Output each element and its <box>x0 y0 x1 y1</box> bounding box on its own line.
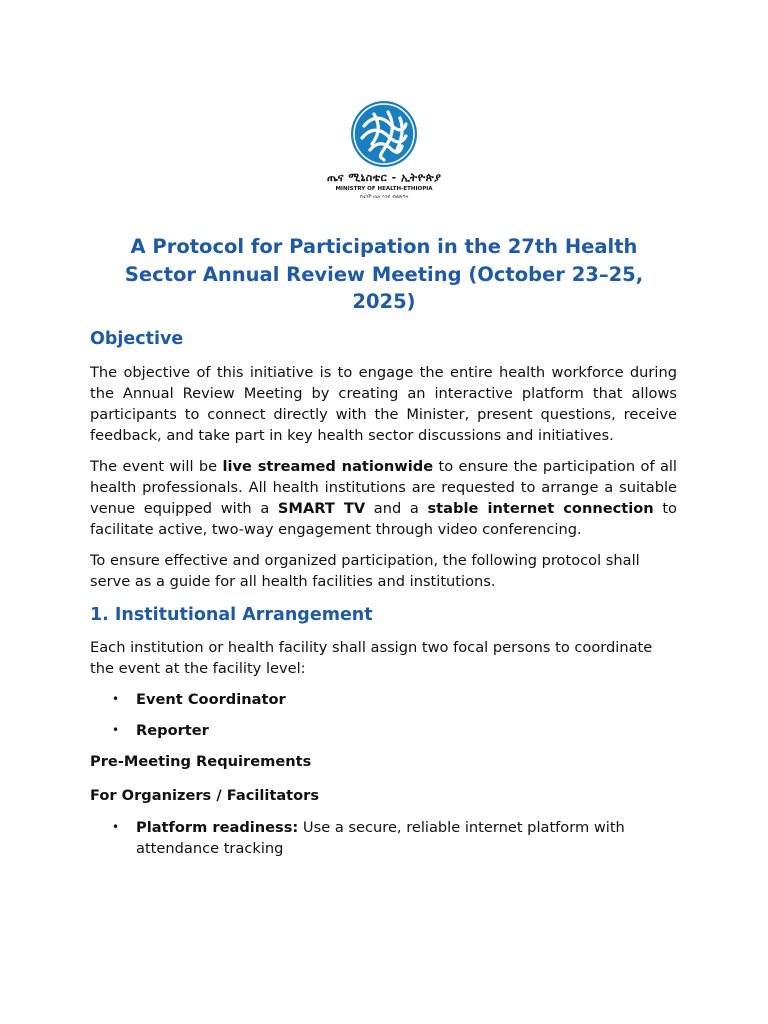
section-1-heading: 1. Institutional Arrangement <box>90 605 373 625</box>
logo-amharic-name: ጤና ሚኒስቴር - ኢትዮጵያ <box>327 171 442 184</box>
objective-heading: Objective <box>90 329 184 349</box>
p2-text-g: to facilitate active, two-way engagement through video conferencing. <box>90 500 677 538</box>
list-item <box>90 817 677 859</box>
objective-paragraph-2 <box>90 456 677 540</box>
role-reporter: Reporter <box>136 722 209 739</box>
platform-readiness-text: Use a secure, reliable internet platform with attendance tracking <box>136 819 625 857</box>
role-event-coordinator: Event Coordinator <box>136 691 286 708</box>
bullet-icon: • <box>112 723 120 737</box>
objective-paragraph-3: To ensure effective and organized participation, the following protocol shall serve as a guide for all health facilities and institutions. <box>90 552 640 590</box>
objective-paragraph-1: The objective of this initiative is to engage the entire health workforce during the Annual Review Meeting by creating an interactive platform that allows participants to connect directly with the Minister, present questions, receive feedback, and take part in key health sector discussions and initiatives. <box>90 364 677 444</box>
platform-readiness-label: Platform readiness: <box>136 819 299 836</box>
bullet-icon: • <box>112 692 120 706</box>
section-1-intro: Each institution or health facility shall assign two focal persons to coordinate the event at the facility level: <box>90 639 653 677</box>
organizers-heading: For Organizers / Facilitators <box>90 787 320 804</box>
p2-bold-smart-tv: SMART TV <box>277 500 366 517</box>
ministry-emblem-icon <box>350 100 418 168</box>
logo-english-name: MINISTRY OF HEALTH-ETHIOPIA <box>335 186 433 192</box>
pre-meeting-heading: Pre-Meeting Requirements <box>90 753 312 770</box>
p2-bold-live-streamed: live streamed nationwide <box>222 458 434 475</box>
list-item <box>90 689 677 710</box>
role-list <box>90 689 677 741</box>
p2-text-e: and a <box>365 500 428 517</box>
p2-bold-internet: stable internet connection <box>427 500 654 517</box>
document-body <box>90 326 677 859</box>
ministry-logo <box>327 100 441 200</box>
page-title: A Protocol for Participation in the 27th Health Sector Annual Review Meeting (October 23–25, 2025) <box>124 235 644 313</box>
bullet-icon: • <box>112 820 120 834</box>
logo-tagline: የዜጎች ጤና እንደ ብልጽግና <box>359 194 409 200</box>
p2-text-c: to ensure the participation of all health professionals. All health institutions are requested to arrange a suitable venue equipped with a <box>90 458 677 517</box>
list-item <box>90 720 677 741</box>
requirements-list <box>90 817 677 859</box>
p2-text-a: The event will be <box>90 458 223 475</box>
